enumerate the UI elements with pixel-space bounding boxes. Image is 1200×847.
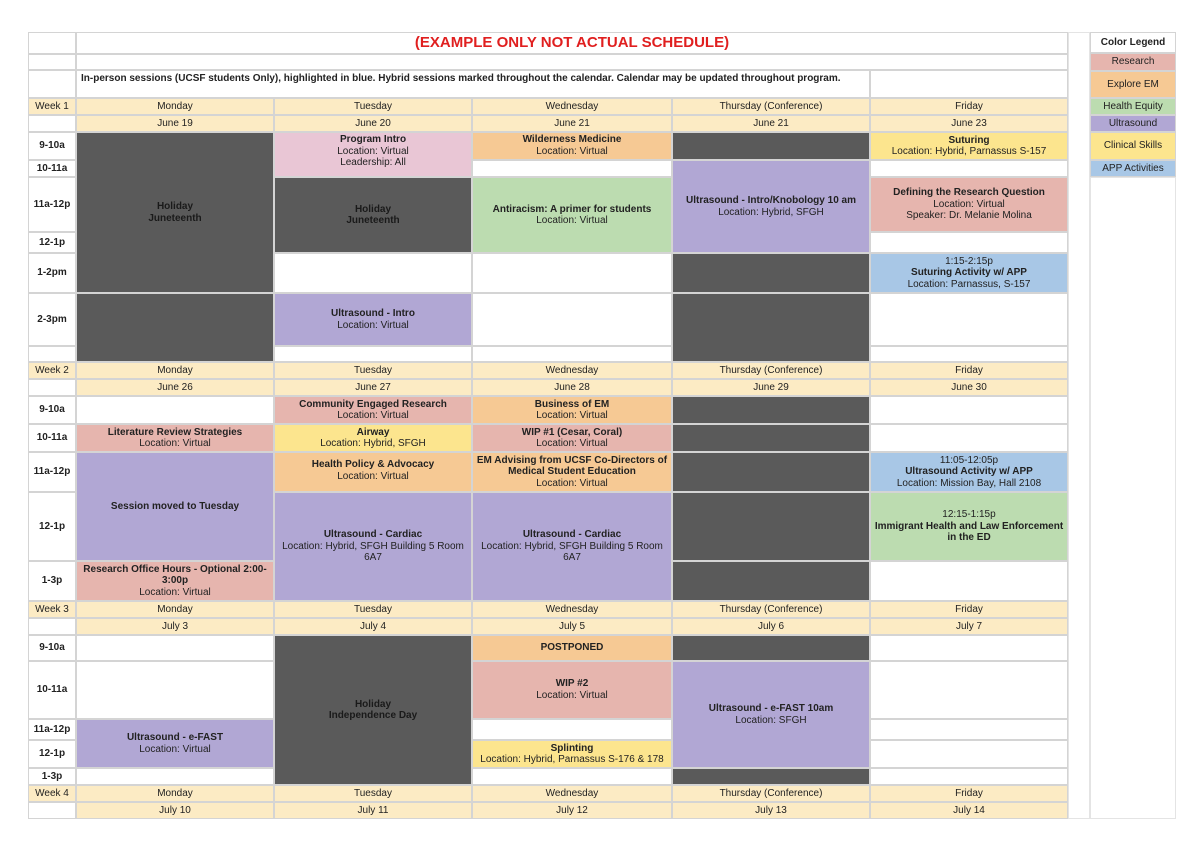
event-ultrasound-intro[interactable] (274, 293, 472, 346)
event-title: Ultrasound - Intro/Knobology 10 am (685, 195, 856, 206)
event-program-intro[interactable] (274, 132, 472, 177)
event-ultrasound-app[interactable] (870, 452, 1068, 492)
event-location: Location: Mission Bay, Hall 2108 (896, 477, 1042, 489)
day-header: Wednesday (472, 98, 672, 115)
day-header: Friday (870, 785, 1068, 802)
date-cell: June 21 (472, 115, 672, 132)
empty-cell (28, 54, 76, 70)
date-cell: July 5 (472, 618, 672, 635)
event-wip-1[interactable] (472, 424, 672, 452)
day-header: Monday (76, 601, 274, 618)
event-location: Location: Parnassus, S-157 (907, 278, 1031, 290)
time-label: 1-3p (28, 768, 76, 785)
event-location: Location: Virtual (139, 438, 211, 449)
event-title: Airway (356, 426, 390, 438)
event-detail: Leadership: All (340, 157, 406, 168)
empty-cell (76, 396, 274, 424)
spacer-column (1068, 32, 1090, 819)
event-research-office-hours[interactable] (76, 561, 274, 601)
empty-cell (472, 293, 672, 346)
legend-clinical-skills: Clinical Skills (1090, 132, 1176, 160)
date-cell: June 26 (76, 379, 274, 396)
event-title: WIP #1 (Cesar, Coral) (521, 426, 623, 438)
time-label: 12-1p (28, 492, 76, 561)
day-header: Friday (870, 362, 1068, 379)
event-antiracism[interactable] (472, 177, 672, 253)
empty-cell (76, 768, 274, 785)
event-time: 11:05-12:05p (939, 454, 999, 466)
day-header: Monday (76, 98, 274, 115)
date-cell: June 29 (672, 379, 870, 396)
event-title: EM Advising from UCSF Co-Directors of Medical Student Education (476, 454, 668, 478)
empty-cell (28, 346, 76, 362)
event-airway[interactable] (274, 424, 472, 452)
empty-cell (76, 54, 1068, 70)
event-title: Ultrasound - Cardiac (323, 529, 423, 541)
day-header: Thursday (Conference) (672, 785, 870, 802)
blocked-cell (672, 635, 870, 661)
holiday-independence-day (274, 635, 472, 785)
event-title: Research Office Hours - Optional 2:00-3:00p (83, 563, 267, 587)
empty-cell (870, 635, 1068, 661)
event-session-moved[interactable] (76, 452, 274, 561)
empty-cell (76, 661, 274, 719)
event-location: Location: Virtual (536, 438, 608, 449)
day-header: Thursday (Conference) (672, 98, 870, 115)
blocked-cell (672, 396, 870, 424)
event-title: Business of EM (534, 398, 610, 410)
event-sub: Juneteenth (346, 215, 400, 226)
day-header: Wednesday (472, 362, 672, 379)
blocked-cell (672, 293, 870, 362)
event-wip-2[interactable] (472, 661, 672, 719)
legend-research: Research (1090, 53, 1176, 71)
event-location: Location: Virtual (337, 319, 409, 331)
event-time: 1:15-2:15p (945, 255, 993, 267)
event-sub: Independence Day (328, 710, 418, 721)
event-title: Session moved to Tuesday (110, 500, 240, 512)
legend-title: Color Legend (1090, 32, 1176, 53)
event-location: Location: Virtual (933, 198, 1005, 210)
day-header: Tuesday (274, 785, 472, 802)
event-defining-research-question[interactable] (870, 177, 1068, 232)
time-label: 2-3pm (28, 293, 76, 346)
blocked-cell (672, 492, 870, 561)
event-location: Location: Virtual (139, 586, 211, 598)
week-label: Week 2 (28, 362, 76, 379)
event-title: Ultrasound - e-FAST 10am (708, 703, 834, 714)
holiday-juneteenth-monday (76, 132, 274, 293)
event-location: Location: Virtual (536, 410, 608, 421)
date-cell: June 27 (274, 379, 472, 396)
date-cell: June 23 (870, 115, 1068, 132)
event-suturing[interactable] (870, 132, 1068, 160)
time-label: 10-11a (28, 661, 76, 719)
empty-cell (870, 719, 1068, 740)
day-header: Tuesday (274, 362, 472, 379)
date-cell: July 13 (672, 802, 870, 819)
event-splinting[interactable] (472, 740, 672, 768)
event-postponed[interactable] (472, 635, 672, 661)
day-header: Wednesday (472, 785, 672, 802)
day-header: Thursday (Conference) (672, 362, 870, 379)
event-ultrasound-knobology[interactable] (672, 160, 870, 253)
event-title: Suturing Activity w/ APP (911, 267, 1027, 279)
blocked-cell (672, 768, 870, 785)
empty-cell (274, 253, 472, 293)
time-label: 10-11a (28, 424, 76, 452)
event-title: Holiday (354, 698, 392, 710)
date-cell: July 4 (274, 618, 472, 635)
day-header: Friday (870, 98, 1068, 115)
empty-cell (472, 160, 672, 177)
date-cell: July 10 (76, 802, 274, 819)
event-location: Location: Hybrid, SFGH Building 5 Room 6A7 (282, 540, 464, 564)
empty-cell (870, 396, 1068, 424)
blocked-cell (672, 452, 870, 492)
empty-cell (28, 70, 76, 98)
legend-ultrasound: Ultrasound (1090, 115, 1176, 132)
event-location: Location: Hybrid, SFGH Building 5 Room 6A7 (481, 540, 663, 564)
event-suturing-app[interactable] (870, 253, 1068, 293)
event-em-advising[interactable] (472, 452, 672, 492)
day-header: Monday (76, 785, 274, 802)
empty-cell (28, 115, 76, 132)
time-label: 11a-12p (28, 177, 76, 232)
week-label: Week 3 (28, 601, 76, 618)
day-header: Tuesday (274, 98, 472, 115)
date-cell: June 20 (274, 115, 472, 132)
event-location: Location: Virtual (536, 145, 608, 157)
event-location: Location: Virtual (536, 215, 608, 226)
event-wilderness-medicine[interactable] (472, 132, 672, 160)
event-ultrasound-efast-thursday[interactable] (672, 661, 870, 768)
blocked-cell (672, 132, 870, 160)
event-title: Holiday (354, 203, 392, 215)
event-location: Location: Virtual (337, 470, 409, 482)
event-title: Ultrasound - Intro (331, 308, 415, 319)
day-header: Thursday (Conference) (672, 601, 870, 618)
event-title: Splinting (550, 742, 594, 754)
event-title: Literature Review Strategies (107, 426, 243, 438)
event-title: Immigrant Health and Law Enforcement in the ED (874, 520, 1064, 543)
time-label: 11a-12p (28, 452, 76, 492)
event-location: Location: Virtual (139, 743, 211, 755)
intro-note: In-person sessions (UCSF students Only), highlighted in blue. Hybrid sessions marked throughout the calendar. Calendar may be updated throughout program. (76, 70, 870, 98)
event-title: WIP #2 (555, 678, 589, 689)
event-title: Holiday (156, 201, 194, 212)
event-location: Location: Virtual (337, 410, 409, 421)
event-immigrant-health[interactable] (870, 492, 1068, 561)
event-location: Location: Hybrid, SFGH (718, 206, 824, 218)
event-location: Location: SFGH (735, 714, 807, 726)
event-location: Location: Virtual (337, 145, 409, 157)
empty-cell (28, 379, 76, 396)
empty-cell (472, 253, 672, 293)
time-label: 9-10a (28, 132, 76, 160)
date-cell: July 7 (870, 618, 1068, 635)
event-title: Ultrasound - e-FAST (126, 732, 224, 743)
event-location: Location: Hybrid, Parnassus S-157 (891, 146, 1047, 157)
event-sub: Juneteenth (148, 212, 202, 224)
time-label: 10-11a (28, 160, 76, 177)
time-label: 9-10a (28, 635, 76, 661)
empty-cell (870, 661, 1068, 719)
empty-cell (472, 768, 672, 785)
event-location: Location: Hybrid, SFGH (320, 438, 426, 449)
event-location: Location: Hybrid, Parnassus S-176 & 178 (480, 754, 664, 765)
date-cell: July 14 (870, 802, 1068, 819)
event-title: Defining the Research Question (893, 187, 1045, 199)
event-ultrasound-efast-monday[interactable] (76, 719, 274, 768)
event-ultrasound-cardiac-tuesday[interactable] (274, 492, 472, 601)
week-label: Week 4 (28, 785, 76, 802)
holiday-juneteenth-tuesday (274, 177, 472, 253)
event-health-policy[interactable] (274, 452, 472, 492)
event-title: Wilderness Medicine (522, 134, 622, 145)
date-cell: July 11 (274, 802, 472, 819)
event-title: Health Policy & Advocacy (311, 459, 435, 470)
event-title: Ultrasound Activity w/ APP (905, 466, 1033, 478)
event-literature-review[interactable] (76, 424, 274, 452)
time-label: 1-3p (28, 561, 76, 601)
time-label: 9-10a (28, 396, 76, 424)
empty-cell (28, 802, 76, 819)
event-title: Ultrasound - Cardiac (522, 529, 622, 541)
day-header: Wednesday (472, 601, 672, 618)
time-label: 11a-12p (28, 719, 76, 740)
empty-cell (870, 740, 1068, 768)
empty-cell (870, 424, 1068, 452)
date-cell: July 6 (672, 618, 870, 635)
legend-column-filler (1090, 177, 1176, 819)
empty-cell (870, 160, 1068, 177)
event-title: Community Engaged Research (299, 398, 447, 410)
date-cell: July 3 (76, 618, 274, 635)
event-title: Program Intro (339, 134, 407, 145)
blocked-cell (76, 293, 274, 362)
blocked-cell (672, 424, 870, 452)
event-title: Suturing (948, 134, 990, 146)
day-header: Monday (76, 362, 274, 379)
blocked-cell (672, 561, 870, 601)
date-cell: June 21 (672, 115, 870, 132)
blocked-cell (672, 253, 870, 293)
event-title: POSTPONED (540, 642, 604, 654)
date-cell: June 28 (472, 379, 672, 396)
date-cell: June 30 (870, 379, 1068, 396)
legend-app-activities: APP Activities (1090, 160, 1176, 177)
empty-cell (870, 232, 1068, 253)
event-location: Location: Virtual (536, 689, 608, 701)
time-label: 12-1p (28, 740, 76, 768)
event-title: Antiracism: A primer for students (492, 203, 652, 215)
day-header: Tuesday (274, 601, 472, 618)
event-time: 12:15-1:15p (942, 509, 996, 520)
empty-cell (870, 561, 1068, 601)
time-label: 12-1p (28, 232, 76, 253)
event-community-engaged-research[interactable] (274, 396, 472, 424)
page-title: (EXAMPLE ONLY NOT ACTUAL SCHEDULE) (76, 32, 1068, 54)
time-label: 1-2pm (28, 253, 76, 293)
empty-cell (870, 70, 1068, 98)
event-location: Location: Virtual (536, 477, 608, 489)
legend-explore-em: Explore EM (1090, 71, 1176, 98)
day-header: Friday (870, 601, 1068, 618)
week-label: Week 1 (28, 98, 76, 115)
event-ultrasound-cardiac-wednesday[interactable] (472, 492, 672, 601)
empty-cell (870, 293, 1068, 346)
empty-cell (28, 618, 76, 635)
empty-cell (274, 346, 472, 362)
empty-cell (472, 346, 672, 362)
date-cell: July 12 (472, 802, 672, 819)
date-cell: June 19 (76, 115, 274, 132)
empty-cell (472, 719, 672, 740)
empty-cell (76, 635, 274, 661)
legend-health-equity: Health Equity (1090, 98, 1176, 115)
empty-cell (870, 768, 1068, 785)
empty-cell (28, 32, 76, 54)
empty-cell (870, 346, 1068, 362)
event-business-of-em[interactable] (472, 396, 672, 424)
event-speaker: Speaker: Dr. Melanie Molina (906, 210, 1032, 222)
